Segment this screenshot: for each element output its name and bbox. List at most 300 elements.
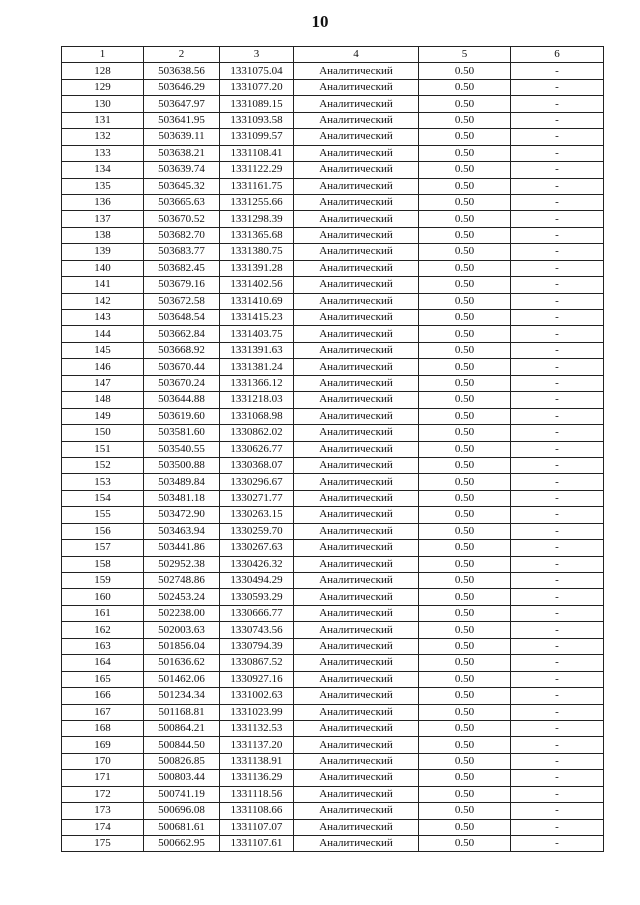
table-row (62, 441, 604, 457)
x-coordinate-cell: 503662.84 (144, 326, 220, 342)
x-coordinate-cell: 503647.97 (144, 96, 220, 112)
x-coordinate-cell: 500826.85 (144, 753, 220, 769)
note-cell: - (511, 720, 604, 736)
y-coordinate-cell: 1331136.29 (220, 770, 294, 786)
note-cell: - (511, 79, 604, 95)
accuracy-cell: 0.50 (419, 441, 511, 457)
accuracy-cell: 0.50 (419, 638, 511, 654)
note-cell: - (511, 310, 604, 326)
x-coordinate-cell: 501636.62 (144, 655, 220, 671)
x-coordinate-cell: 501856.04 (144, 638, 220, 654)
method-cell: Аналитический (294, 605, 419, 621)
table-row (62, 162, 604, 178)
note-cell: - (511, 63, 604, 79)
table-row (62, 211, 604, 227)
accuracy-cell: 0.50 (419, 326, 511, 342)
method-cell: Аналитический (294, 293, 419, 309)
y-coordinate-cell: 1331075.04 (220, 63, 294, 79)
accuracy-cell: 0.50 (419, 310, 511, 326)
accuracy-cell: 0.50 (419, 819, 511, 835)
y-coordinate-cell: 1331391.28 (220, 260, 294, 276)
y-coordinate-cell: 1331138.91 (220, 753, 294, 769)
method-cell: Аналитический (294, 770, 419, 786)
accuracy-cell: 0.50 (419, 540, 511, 556)
table-row (62, 770, 604, 786)
y-coordinate-cell: 1330296.67 (220, 474, 294, 490)
y-coordinate-cell: 1331410.69 (220, 293, 294, 309)
method-cell: Аналитический (294, 326, 419, 342)
accuracy-cell: 0.50 (419, 655, 511, 671)
note-cell: - (511, 211, 604, 227)
x-coordinate-cell: 503619.60 (144, 408, 220, 424)
accuracy-cell: 0.50 (419, 490, 511, 506)
y-coordinate-cell: 1330743.56 (220, 622, 294, 638)
accuracy-cell: 0.50 (419, 79, 511, 95)
table-row (62, 342, 604, 358)
point-number-cell: 149 (62, 408, 144, 424)
note-cell: - (511, 326, 604, 342)
x-coordinate-cell: 502453.24 (144, 589, 220, 605)
note-cell: - (511, 375, 604, 391)
y-coordinate-cell: 1330867.52 (220, 655, 294, 671)
accuracy-cell: 0.50 (419, 277, 511, 293)
method-cell: Аналитический (294, 507, 419, 523)
note-cell: - (511, 638, 604, 654)
note-cell: - (511, 178, 604, 194)
table-row (62, 145, 604, 161)
point-number-cell: 175 (62, 836, 144, 852)
method-cell: Аналитический (294, 737, 419, 753)
y-coordinate-cell: 1331365.68 (220, 227, 294, 243)
x-coordinate-cell: 503670.24 (144, 375, 220, 391)
point-number-cell: 130 (62, 96, 144, 112)
table-row (62, 720, 604, 736)
table-row (62, 737, 604, 753)
accuracy-cell: 0.50 (419, 836, 511, 852)
x-coordinate-cell: 503481.18 (144, 490, 220, 506)
y-coordinate-cell: 1331218.03 (220, 392, 294, 408)
point-number-cell: 169 (62, 737, 144, 753)
y-coordinate-cell: 1331402.56 (220, 277, 294, 293)
accuracy-cell: 0.50 (419, 556, 511, 572)
y-coordinate-cell: 1330263.15 (220, 507, 294, 523)
y-coordinate-cell: 1331380.75 (220, 244, 294, 260)
note-cell: - (511, 425, 604, 441)
x-coordinate-cell: 503679.16 (144, 277, 220, 293)
table-row (62, 79, 604, 95)
note-cell: - (511, 441, 604, 457)
method-cell: Аналитический (294, 310, 419, 326)
y-coordinate-cell: 1330267.63 (220, 540, 294, 556)
point-number-cell: 168 (62, 720, 144, 736)
coordinates-table (61, 46, 604, 852)
table-row (62, 194, 604, 210)
x-coordinate-cell: 503645.32 (144, 178, 220, 194)
point-number-cell: 152 (62, 457, 144, 473)
x-coordinate-cell: 500696.08 (144, 803, 220, 819)
method-cell: Аналитический (294, 96, 419, 112)
y-coordinate-cell: 1331391.63 (220, 342, 294, 358)
accuracy-cell: 0.50 (419, 523, 511, 539)
table-row (62, 655, 604, 671)
note-cell: - (511, 622, 604, 638)
point-number-cell: 138 (62, 227, 144, 243)
x-coordinate-cell: 503670.52 (144, 211, 220, 227)
x-coordinate-cell: 502003.63 (144, 622, 220, 638)
y-coordinate-cell: 1330271.77 (220, 490, 294, 506)
x-coordinate-cell: 503683.77 (144, 244, 220, 260)
accuracy-cell: 0.50 (419, 342, 511, 358)
accuracy-cell: 0.50 (419, 573, 511, 589)
y-coordinate-cell: 1331132.53 (220, 720, 294, 736)
accuracy-cell: 0.50 (419, 803, 511, 819)
note-cell: - (511, 145, 604, 161)
point-number-cell: 128 (62, 63, 144, 79)
x-coordinate-cell: 503644.88 (144, 392, 220, 408)
note-cell: - (511, 194, 604, 210)
y-coordinate-cell: 1331108.66 (220, 803, 294, 819)
note-cell: - (511, 589, 604, 605)
accuracy-cell: 0.50 (419, 112, 511, 128)
accuracy-cell: 0.50 (419, 737, 511, 753)
accuracy-cell: 0.50 (419, 605, 511, 621)
point-number-cell: 164 (62, 655, 144, 671)
table-row (62, 474, 604, 490)
method-cell: Аналитический (294, 112, 419, 128)
method-cell: Аналитический (294, 194, 419, 210)
column-header-2: 2 (144, 47, 220, 63)
note-cell: - (511, 293, 604, 309)
x-coordinate-cell: 503638.56 (144, 63, 220, 79)
method-cell: Аналитический (294, 655, 419, 671)
method-cell: Аналитический (294, 622, 419, 638)
accuracy-cell: 0.50 (419, 507, 511, 523)
accuracy-cell: 0.50 (419, 260, 511, 276)
point-number-cell: 155 (62, 507, 144, 523)
point-number-cell: 146 (62, 359, 144, 375)
x-coordinate-cell: 503646.29 (144, 79, 220, 95)
x-coordinate-cell: 501462.06 (144, 671, 220, 687)
method-cell: Аналитический (294, 145, 419, 161)
table-row (62, 688, 604, 704)
accuracy-cell: 0.50 (419, 194, 511, 210)
x-coordinate-cell: 501234.34 (144, 688, 220, 704)
point-number-cell: 160 (62, 589, 144, 605)
note-cell: - (511, 260, 604, 276)
method-cell: Аналитический (294, 227, 419, 243)
point-number-cell: 147 (62, 375, 144, 391)
note-cell: - (511, 655, 604, 671)
point-number-cell: 142 (62, 293, 144, 309)
x-coordinate-cell: 503672.58 (144, 293, 220, 309)
table-row (62, 671, 604, 687)
x-coordinate-cell: 503463.94 (144, 523, 220, 539)
table-row (62, 425, 604, 441)
accuracy-cell: 0.50 (419, 359, 511, 375)
y-coordinate-cell: 1330426.32 (220, 556, 294, 572)
table-row (62, 408, 604, 424)
table-header-row (62, 47, 604, 63)
y-coordinate-cell: 1331403.75 (220, 326, 294, 342)
method-cell: Аналитический (294, 79, 419, 95)
method-cell: Аналитический (294, 408, 419, 424)
table-row (62, 638, 604, 654)
point-number-cell: 132 (62, 129, 144, 145)
y-coordinate-cell: 1330368.07 (220, 457, 294, 473)
point-number-cell: 161 (62, 605, 144, 621)
y-coordinate-cell: 1331298.39 (220, 211, 294, 227)
table-row (62, 507, 604, 523)
x-coordinate-cell: 500662.95 (144, 836, 220, 852)
y-coordinate-cell: 1331023.99 (220, 704, 294, 720)
note-cell: - (511, 408, 604, 424)
note-cell: - (511, 474, 604, 490)
y-coordinate-cell: 1331118.56 (220, 786, 294, 802)
y-coordinate-cell: 1331077.20 (220, 79, 294, 95)
note-cell: - (511, 573, 604, 589)
table-row (62, 753, 604, 769)
page-number: 10 (311, 12, 329, 31)
table-row (62, 178, 604, 194)
column-header-3: 3 (220, 47, 294, 63)
table-row (62, 819, 604, 835)
table-row (62, 490, 604, 506)
method-cell: Аналитический (294, 260, 419, 276)
point-number-cell: 170 (62, 753, 144, 769)
note-cell: - (511, 342, 604, 358)
method-cell: Аналитический (294, 688, 419, 704)
table-row (62, 227, 604, 243)
method-cell: Аналитический (294, 704, 419, 720)
note-cell: - (511, 457, 604, 473)
accuracy-cell: 0.50 (419, 671, 511, 687)
x-coordinate-cell: 500681.61 (144, 819, 220, 835)
accuracy-cell: 0.50 (419, 688, 511, 704)
note-cell: - (511, 671, 604, 687)
point-number-cell: 171 (62, 770, 144, 786)
method-cell: Аналитический (294, 540, 419, 556)
method-cell: Аналитический (294, 63, 419, 79)
table-row (62, 359, 604, 375)
y-coordinate-cell: 1331107.07 (220, 819, 294, 835)
note-cell: - (511, 359, 604, 375)
point-number-cell: 158 (62, 556, 144, 572)
note-cell: - (511, 129, 604, 145)
x-coordinate-cell: 503665.63 (144, 194, 220, 210)
method-cell: Аналитический (294, 836, 419, 852)
x-coordinate-cell: 503500.88 (144, 457, 220, 473)
accuracy-cell: 0.50 (419, 474, 511, 490)
note-cell: - (511, 786, 604, 802)
accuracy-cell: 0.50 (419, 704, 511, 720)
table-row (62, 540, 604, 556)
point-number-cell: 166 (62, 688, 144, 704)
method-cell: Аналитический (294, 342, 419, 358)
x-coordinate-cell: 500803.44 (144, 770, 220, 786)
point-number-cell: 134 (62, 162, 144, 178)
accuracy-cell: 0.50 (419, 178, 511, 194)
y-coordinate-cell: 1330862.02 (220, 425, 294, 441)
column-header-6: 6 (511, 47, 604, 63)
accuracy-cell: 0.50 (419, 622, 511, 638)
table-row (62, 457, 604, 473)
point-number-cell: 153 (62, 474, 144, 490)
point-number-cell: 173 (62, 803, 144, 819)
y-coordinate-cell: 1331068.98 (220, 408, 294, 424)
point-number-cell: 140 (62, 260, 144, 276)
point-number-cell: 156 (62, 523, 144, 539)
y-coordinate-cell: 1331089.15 (220, 96, 294, 112)
note-cell: - (511, 605, 604, 621)
point-number-cell: 174 (62, 819, 144, 835)
method-cell: Аналитический (294, 129, 419, 145)
point-number-cell: 172 (62, 786, 144, 802)
x-coordinate-cell: 503668.92 (144, 342, 220, 358)
method-cell: Аналитический (294, 457, 419, 473)
x-coordinate-cell: 503682.70 (144, 227, 220, 243)
accuracy-cell: 0.50 (419, 244, 511, 260)
point-number-cell: 150 (62, 425, 144, 441)
note-cell: - (511, 507, 604, 523)
point-number-cell: 129 (62, 79, 144, 95)
note-cell: - (511, 753, 604, 769)
accuracy-cell: 0.50 (419, 425, 511, 441)
point-number-cell: 151 (62, 441, 144, 457)
point-number-cell: 162 (62, 622, 144, 638)
point-number-cell: 131 (62, 112, 144, 128)
accuracy-cell: 0.50 (419, 408, 511, 424)
x-coordinate-cell: 503648.54 (144, 310, 220, 326)
note-cell: - (511, 523, 604, 539)
table-row (62, 589, 604, 605)
note-cell: - (511, 490, 604, 506)
table-row (62, 704, 604, 720)
accuracy-cell: 0.50 (419, 227, 511, 243)
x-coordinate-cell: 503639.11 (144, 129, 220, 145)
point-number-cell: 143 (62, 310, 144, 326)
table-row (62, 129, 604, 145)
accuracy-cell: 0.50 (419, 770, 511, 786)
x-coordinate-cell: 502952.38 (144, 556, 220, 572)
x-coordinate-cell: 503639.74 (144, 162, 220, 178)
column-header-5: 5 (419, 47, 511, 63)
table-row (62, 244, 604, 260)
x-coordinate-cell: 503682.45 (144, 260, 220, 276)
table-row (62, 786, 604, 802)
accuracy-cell: 0.50 (419, 786, 511, 802)
accuracy-cell: 0.50 (419, 457, 511, 473)
table-row (62, 573, 604, 589)
accuracy-cell: 0.50 (419, 293, 511, 309)
y-coordinate-cell: 1331099.57 (220, 129, 294, 145)
method-cell: Аналитический (294, 753, 419, 769)
method-cell: Аналитический (294, 178, 419, 194)
note-cell: - (511, 540, 604, 556)
table-row (62, 277, 604, 293)
method-cell: Аналитический (294, 244, 419, 260)
method-cell: Аналитический (294, 375, 419, 391)
point-number-cell: 163 (62, 638, 144, 654)
method-cell: Аналитический (294, 720, 419, 736)
point-number-cell: 135 (62, 178, 144, 194)
table-row (62, 556, 604, 572)
method-cell: Аналитический (294, 392, 419, 408)
accuracy-cell: 0.50 (419, 589, 511, 605)
y-coordinate-cell: 1331002.63 (220, 688, 294, 704)
y-coordinate-cell: 1330794.39 (220, 638, 294, 654)
x-coordinate-cell: 502238.00 (144, 605, 220, 621)
method-cell: Аналитический (294, 556, 419, 572)
point-number-cell: 141 (62, 277, 144, 293)
method-cell: Аналитический (294, 803, 419, 819)
x-coordinate-cell: 503540.55 (144, 441, 220, 457)
note-cell: - (511, 277, 604, 293)
x-coordinate-cell: 503641.95 (144, 112, 220, 128)
method-cell: Аналитический (294, 671, 419, 687)
x-coordinate-cell: 503441.86 (144, 540, 220, 556)
method-cell: Аналитический (294, 162, 419, 178)
table-row (62, 293, 604, 309)
method-cell: Аналитический (294, 425, 419, 441)
column-header-4: 4 (294, 47, 419, 63)
point-number-cell: 165 (62, 671, 144, 687)
x-coordinate-cell: 503638.21 (144, 145, 220, 161)
table-row (62, 622, 604, 638)
point-number-cell: 139 (62, 244, 144, 260)
point-number-cell: 157 (62, 540, 144, 556)
method-cell: Аналитический (294, 474, 419, 490)
y-coordinate-cell: 1330666.77 (220, 605, 294, 621)
point-number-cell: 133 (62, 145, 144, 161)
method-cell: Аналитический (294, 359, 419, 375)
y-coordinate-cell: 1331415.23 (220, 310, 294, 326)
y-coordinate-cell: 1331108.41 (220, 145, 294, 161)
x-coordinate-cell: 503472.90 (144, 507, 220, 523)
note-cell: - (511, 770, 604, 786)
y-coordinate-cell: 1331255.66 (220, 194, 294, 210)
y-coordinate-cell: 1331107.61 (220, 836, 294, 852)
table-row (62, 523, 604, 539)
y-coordinate-cell: 1330593.29 (220, 589, 294, 605)
method-cell: Аналитический (294, 277, 419, 293)
table-row (62, 310, 604, 326)
column-header-1: 1 (62, 47, 144, 63)
point-number-cell: 167 (62, 704, 144, 720)
x-coordinate-cell: 500741.19 (144, 786, 220, 802)
table-row (62, 96, 604, 112)
accuracy-cell: 0.50 (419, 392, 511, 408)
point-number-cell: 137 (62, 211, 144, 227)
note-cell: - (511, 688, 604, 704)
method-cell: Аналитический (294, 589, 419, 605)
table-row (62, 326, 604, 342)
table-row (62, 392, 604, 408)
accuracy-cell: 0.50 (419, 145, 511, 161)
table-row (62, 803, 604, 819)
y-coordinate-cell: 1331122.29 (220, 162, 294, 178)
note-cell: - (511, 836, 604, 852)
note-cell: - (511, 704, 604, 720)
note-cell: - (511, 556, 604, 572)
table-row (62, 375, 604, 391)
accuracy-cell: 0.50 (419, 753, 511, 769)
method-cell: Аналитический (294, 441, 419, 457)
y-coordinate-cell: 1330626.77 (220, 441, 294, 457)
note-cell: - (511, 819, 604, 835)
accuracy-cell: 0.50 (419, 375, 511, 391)
point-number-cell: 144 (62, 326, 144, 342)
table-body (62, 63, 604, 852)
